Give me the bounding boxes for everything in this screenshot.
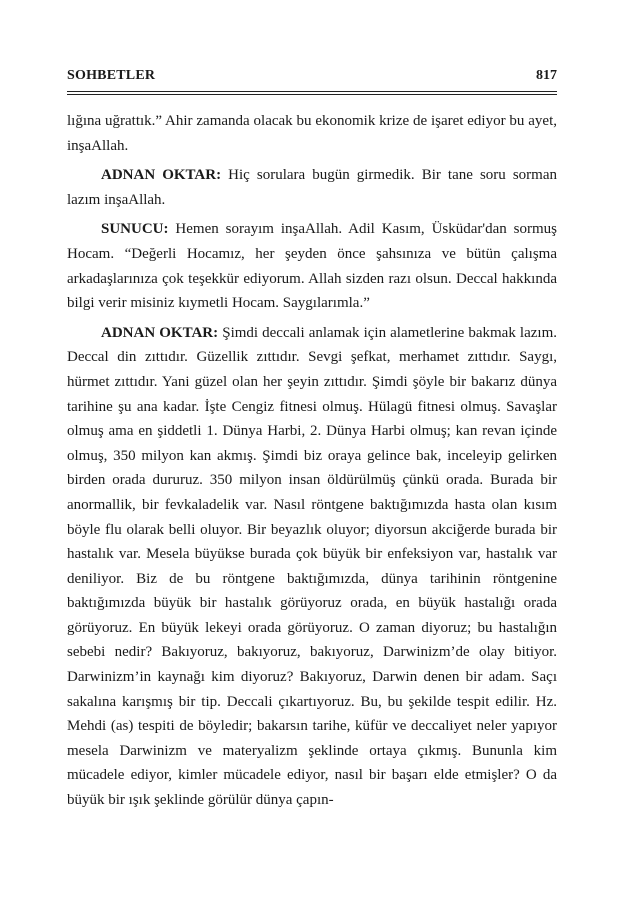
page-body xyxy=(67,109,557,818)
paragraph-text: Hiç sorulara bugün girmedik. Bir tane soru sorman lazım inşaAllah. xyxy=(67,167,557,208)
paragraph-continuation xyxy=(67,109,557,158)
speaker-label: SUNUCU: xyxy=(101,221,169,238)
speaker-label: ADNAN OKTAR: xyxy=(101,167,222,184)
paragraph-text: Hemen sorayım inşaAllah. Adil Kasım, Üsküdar'dan sormuş Hocam. “Değerli Hocamız, her şeyden önce şahsınıza ve bütün çalışma arkadaşlarınıza çok teşekkür ediyorum. Allah sizden razı olsun. Deccal hakkında bilgi verir misiniz kıymetli Hocam. Saygılarımla.” xyxy=(67,221,557,312)
paragraph-text: lığına uğrattık.” Ahir zamanda olacak bu ekonomik krize de işaret ediyor bu ayet, inşaAllah. xyxy=(67,113,557,154)
paragraph-adnan-oktar-1 xyxy=(67,163,557,212)
page-number: 817 xyxy=(536,68,557,83)
running-header xyxy=(67,68,557,90)
paragraph-adnan-oktar-2 xyxy=(67,321,557,813)
running-header-title: SOHBETLER xyxy=(67,68,156,83)
header-rule-top xyxy=(67,91,557,92)
paragraph-sunucu xyxy=(67,217,557,315)
header-rule-bottom xyxy=(67,94,557,95)
speaker-label: ADNAN OKTAR: xyxy=(101,324,219,341)
paragraph-text: Şimdi deccali anlamak için alametlerine bakmak lazım. Deccal din zıttıdır. Güzellik zıttıdır. Sevgi şefkat, merhamet zıttıdır. Saygı, hürmet zıttıdır. Yani güzel olan her şeyin zıttıdır. Şimdi şöyle bir bakarız dünya tarihine şu ana kadar. İşte Cengiz fitnesi olmuş. Hülagü fitnesi olmuş. Savaşlar olmuş ama en şiddetli 1. Dünya Harbi, 2. Dünya Harbi olmuş; kan revan içinde olmuş, 350 milyon kan akmış. Şimdi biz oraya gelince bak, inceleyip gelirken birden orada dururuz. 350 milyon insan öldürülmüş çünkü orada. Burada bir anormallik, bir fevkaladelik var. Nasıl röntgene baktığımızda hasta olan kısım böyle flu olarak belli oluyor. Bir beyazlık oluyor; diyorsun akciğerde burada bir hastalık var. Mesela büyükse burada çok büyük bir enfeksiyon var, hastalık var deniliyor. Biz de bu röntgene baktığımızda, dünya tarihinin röntgenine baktığımızda büyük bir hastalık görüyoruz orada, en büyük hastalığı orada görüyoruz. En büyük lekeyi orada görüyoruz. O zaman diyoruz; bu hastalığın sebebi nedir? Bakıyoruz, bakıyoruz, bakıyoruz, Darwinizm’de olay bitiyor. Darwinizm’in kaynağı kim diyoruz? Bakıyoruz, Darwin denen bir adam. Saçı sakalına karışmış bir tip. Deccali çıkartıyoruz. Bu, bu şekilde tespit edilir. Hz. Mehdi (as) tespiti de böyledir; bakarsın tarihe, küfür ve deccaliyet neler yapıyor mesela Darwinizm ve materyalizm şeklinde ortaya çıkmış. Bununla kim mücadele ediyor, kimler mücadele ediyor, nasıl bir başarı elde etmişler? O da büyük bir ışık şeklinde görülür dünya çapın- xyxy=(67,324,557,809)
